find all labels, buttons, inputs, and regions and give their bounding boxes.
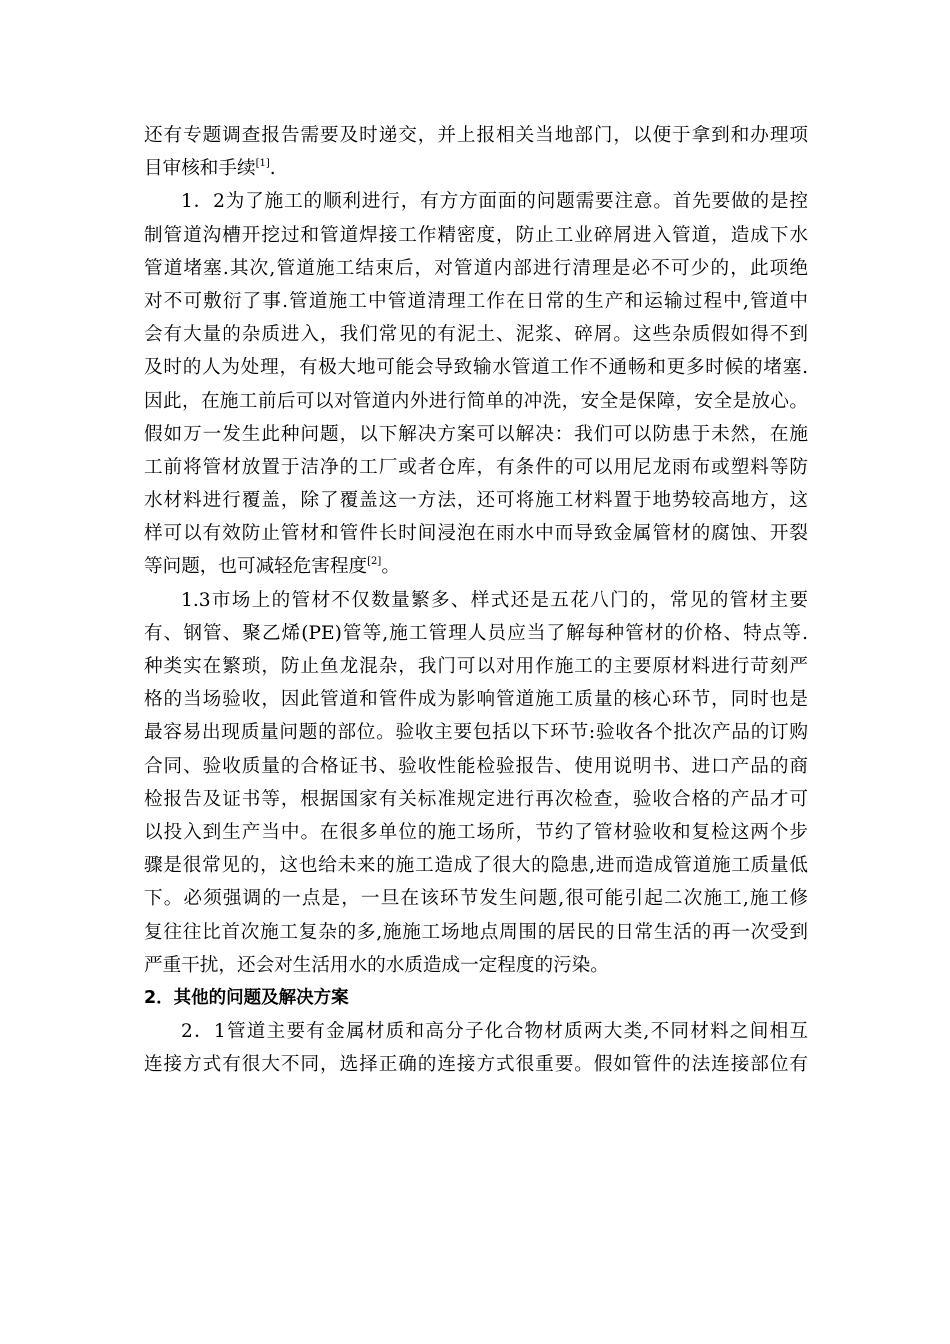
text-line: 2．1管道主要有金属材质和高分子化合物材质两大类,不同材料之间相互	[181, 1021, 808, 1043]
text-line: 1．2为了施工的顺利进行，有方方面面的问题需要注意。首先要做的是控	[181, 191, 808, 213]
text-line: 严重干扰，还会对生活用水的水质造成一定程度的污染。	[144, 954, 609, 976]
text-line: 种类实在繁琐，防止鱼龙混杂，我门可以对用作施工的主要原材料进行苛刻严	[144, 656, 808, 677]
text-line: 样可以有效防止管材和管件长时间浸泡在雨水中而导致金属管材的腐蚀、开裂	[144, 523, 808, 545]
paragraph-1	[144, 119, 808, 185]
text-line: 骤是很常见的，这也给未来的施工造成了很大的隐患,进而造成管道施工质量低	[144, 855, 808, 877]
paragraph-4	[144, 1015, 808, 1081]
text-line: 水材料进行覆盖，除了覆盖这一方法，还可将施工材料置于地势较高地方，这	[144, 490, 808, 512]
text-line: 及时的人为处理，有极大地可能会导致输水管道工作不通畅和更多时候的堵塞.	[144, 357, 808, 379]
paragraph-3	[144, 584, 808, 982]
citation-ref: [1]	[255, 158, 270, 170]
text-line: 制管道沟槽开挖过和管道焊接工作精密度，防止工业碎屑进入管道，造成下水	[144, 224, 808, 246]
text-line: 合同、验收质量的合格证书、验收性能检验报告、使用说明书、进口产品的商	[144, 755, 808, 777]
text-line: 管道堵塞.其次,管道施工结束后，对管道内部进行清理是必不可少的，此项绝	[144, 257, 808, 279]
text-line: 等问题，也可减轻危害程度[2]。	[144, 556, 400, 578]
text-line: 假如万一发生此种问题，以下解决方案可以解决：我们可以防患于未然，在施	[144, 423, 808, 445]
text-line: 目审核和手续[1].	[144, 158, 276, 180]
text-line: 连接方式有很大不同，选择正确的连接方式很重要。假如管件的法连接部位有	[144, 1054, 808, 1076]
text-line: 格的当场验收，因此管道和管件成为影响管道施工质量的核心环节，同时也是	[144, 689, 808, 711]
citation-ref: [2]	[367, 556, 382, 568]
text-line: 下。必须强调的一点是，一旦在该环节发生问题,很可能引起二次施工,施工修	[144, 888, 808, 910]
section-heading: 2．其他的问题及解决方案	[144, 987, 349, 1008]
text-line: 会有大量的杂质进入，我们常见的有泥土、泥浆、碎屑。这些杂质假如得不到	[144, 324, 808, 346]
text-line: 还有专题调查报告需要及时递交，并上报相关当地部门，以便于拿到和办理项	[144, 125, 808, 146]
text-line: 复往往比首次施工复杂的多,施施工场地点周围的居民的日常生活的再一次受到	[144, 921, 808, 943]
text-line: 对不可敷衍了事.管道施工中管道清理工作在日常的生产和运输过程中,管道中	[144, 290, 808, 312]
paragraph-2	[144, 185, 808, 583]
text-line: 工前将管材放置于洁净的工厂或者仓库，有条件的可以用尼龙雨布或塑料等防	[144, 456, 808, 478]
text-line: 检报告及证书等，根据国家有关标准规定进行再次检查，验收合格的产品才可	[144, 788, 808, 810]
text-line: 有、钢管、聚乙烯(PE)管等,施工管理人员应当了解每种管材的价格、特点等.	[144, 622, 808, 644]
text-line: 1.3市场上的管材不仅数量繁多、样式还是五花八门的，常见的管材主要	[181, 589, 808, 611]
text-line: 因此，在施工前后可以对管道内外进行简单的冲洗，安全是保障，安全是放心。	[144, 390, 808, 412]
text-line: 最容易出现质量问题的部位。验收主要包括以下环节:验收各个批次产品的订购	[144, 722, 808, 744]
document-page	[144, 119, 808, 1081]
text-line: 以投入到生产当中。在很多单位的施工场所，节约了管材验收和复检这两个步	[144, 821, 808, 843]
